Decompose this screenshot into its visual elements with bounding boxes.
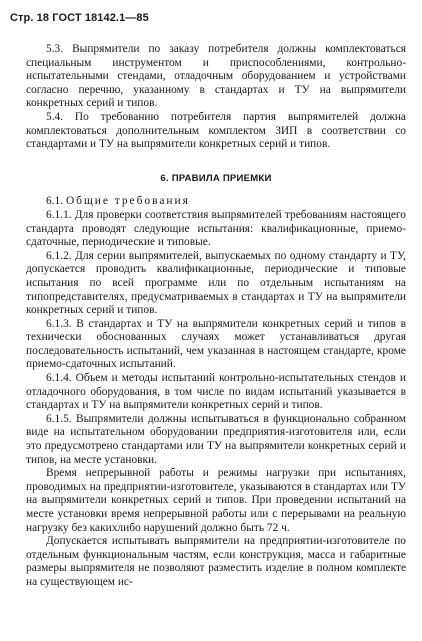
paragraph-6-1-4: 6.1.4. Объем и методы испытаний контрольно-испытательных стендов и отладочного оборудования, в том числе по видам испытаний указывается в стандартах и ТУ на выпрямители конкретных серий и типов. bbox=[26, 372, 406, 412]
subsection-title: Общие требования bbox=[65, 195, 190, 208]
paragraph-test-time: Время непрерывной работы и режимы нагрузки при испытаниях, проводимых на предприятии-изготовителе, указываются в стандартах или ТУ на выпрямители конкретных серий и типов. При проведении испытаний на месте установки время непрерывной работы или с перерывами на реальную нагрузку без какихлибо нарушений должно быть 72 ч. bbox=[26, 467, 406, 534]
paragraph-6-1-2: 6.1.2. Для серии выпрямителей, выпускаемых по одному стандарту и ТУ, допускается проводить квалификационные, периодические и типовые испытания по всей программе или по отдельным испытаниям на типопредставителях, предусматриваемых в стандартах и ТУ на выпрямители конкретных серий и типов. bbox=[26, 249, 406, 317]
paragraph-6-1-3: 6.1.3. В стандартах и ТУ на выпрямители конкретных серий и типов в технически обоснованных случаях может устанавливаться другая последовательность испытаний, чем указанная в настоящем стандарте, кроме приемо-сдаточных испытаний. bbox=[26, 317, 406, 371]
paragraph-5-4: 5.4. По требованию потребителя партия выпрямителей должна комплектоваться дополнительным комплектом ЗИП в соответствии со стандартами и ТУ на выпрямители конкретных серий и типов. bbox=[26, 110, 406, 151]
page-body bbox=[26, 43, 406, 590]
section-title: 6. ПРАВИЛА ПРИЕМКИ bbox=[160, 172, 272, 184]
paragraph-6-1-1: 6.1.1. Для проверки соответствия выпрямителей требованиям настоящего стандарта проводят следующие испытания: квалификационные, приемо-сдаточные, периодические и типовые. bbox=[26, 208, 406, 249]
paragraph-5-3: 5.3. Выпрямители по заказу потребителя должны комплектоваться специальным инструментом и приспособлениями, контрольно-испытательными стендами, отладочным оборудованием и устройствами согласно перечню, указанному в стандартах и ТУ на выпрямители конкретных серий и типов. bbox=[26, 43, 406, 110]
paragraph-6-1-5: 6.1.5. Выпрямители должны испытываться в функционально собранном виде на испытательном оборудовании предприятия-изготовителя или, если это предусмотрено стандартами или ТУ на выпрямители конкретных серий и типов, на месте установки. bbox=[26, 412, 406, 466]
subsection-number: 6.1. bbox=[46, 195, 64, 208]
paragraph-partial-testing: Допускается испытывать выпрямители на предприятии-изготовителе по отдельным функциональным частям, если конструкция, масса и габаритные размеры выпрямителя не позволяют разместить изделие в полном комплекте на существующем ис- bbox=[26, 535, 406, 588]
page-header: Стр. 18 ГОСТ 18142.1—85 bbox=[10, 12, 149, 24]
subsection-heading bbox=[26, 195, 406, 209]
